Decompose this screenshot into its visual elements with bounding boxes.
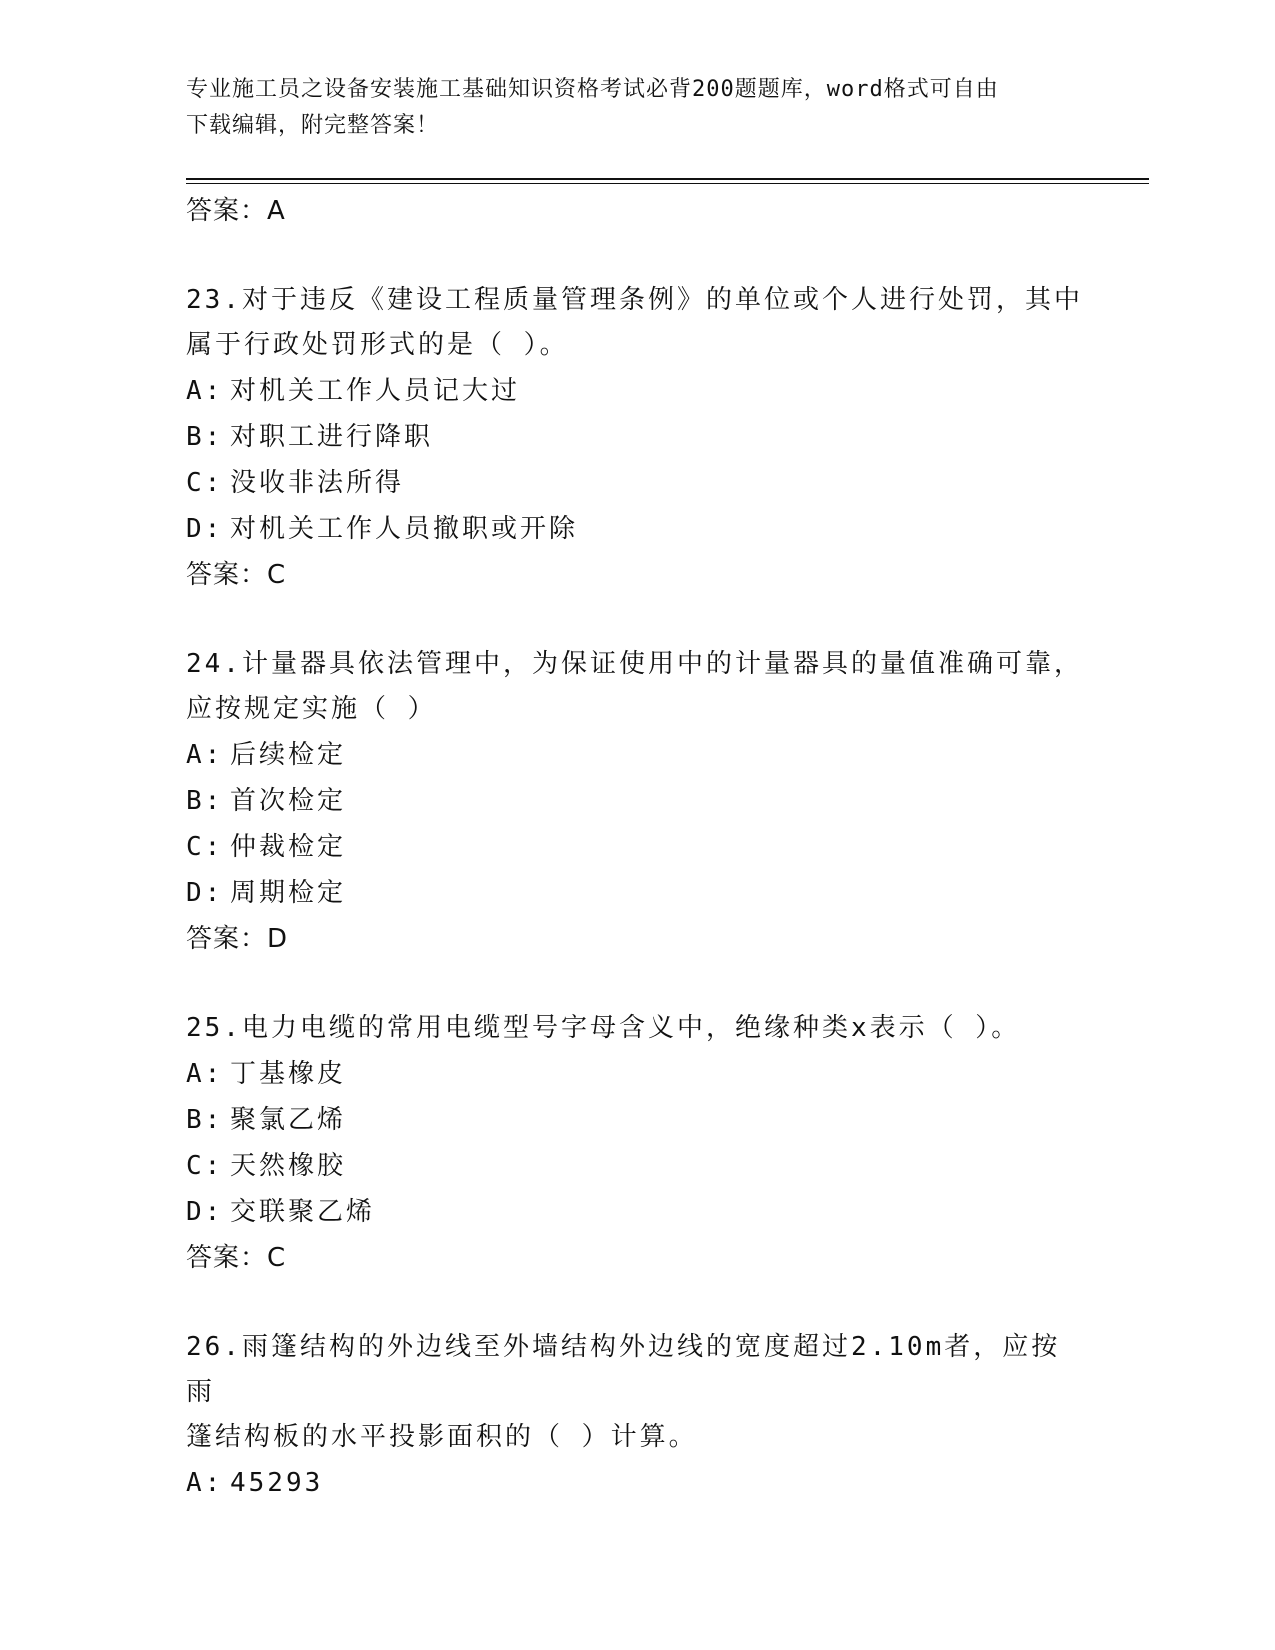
option-key: A:: [186, 1059, 224, 1089]
option-text: 聚氯乙烯: [230, 1105, 347, 1135]
option-key: D:: [186, 1197, 224, 1227]
question-stem-line-1: 23.对于违反《建设工程质量管理条例》的单位或个人进行处罚，其中: [186, 285, 1083, 315]
option-key: B:: [186, 786, 224, 816]
option-c: [186, 460, 1086, 506]
option-text: 天然橡胶: [230, 1151, 347, 1181]
answer: 答案：C: [186, 1243, 287, 1273]
option-text: 首次检定: [230, 786, 347, 816]
header-divider-thin: [186, 183, 1149, 184]
option-text: 对职工进行降职: [230, 422, 434, 452]
option-key: A:: [186, 376, 224, 406]
option-a: [186, 1051, 1086, 1097]
question-stem-line-1: 24.计量器具依法管理中，为保证使用中的计量器具的量值准确可靠，: [186, 649, 1083, 679]
question-26: [186, 1325, 1086, 1506]
option-key: A:: [186, 1468, 224, 1498]
question-stem: [186, 642, 1086, 732]
option-key: C:: [186, 832, 224, 862]
option-d: [186, 506, 1086, 552]
option-b: [186, 414, 1086, 460]
header-line-1: 专业施工员之设备安装施工基础知识资格考试必背200题题库，word格式可自由: [186, 77, 999, 102]
option-key: B:: [186, 1105, 224, 1135]
question-stem: [186, 1325, 1086, 1460]
question-24: [186, 642, 1086, 962]
option-text: 45293: [230, 1468, 324, 1498]
answer: 答案：D: [186, 924, 289, 954]
question-stem-line-2: 应按规定实施（ ）: [186, 694, 437, 724]
option-text: 对机关工作人员记大过: [230, 376, 521, 406]
option-d: [186, 870, 1086, 916]
question-23: [186, 278, 1086, 598]
option-b: [186, 1097, 1086, 1143]
previous-answer: 答案：A: [186, 196, 286, 226]
option-b: [186, 778, 1086, 824]
question-stem: [186, 1006, 1086, 1051]
option-c: [186, 1143, 1086, 1189]
option-text: 仲裁检定: [230, 832, 347, 862]
option-key: C:: [186, 1151, 224, 1181]
option-a: [186, 732, 1086, 778]
question-stem-line-2: 篷结构板的水平投影面积的（ ）计算。: [186, 1422, 698, 1452]
option-d: [186, 1189, 1086, 1235]
option-text: 对机关工作人员撤职或开除: [230, 514, 579, 544]
option-text: 交联聚乙烯: [230, 1197, 376, 1227]
question-stem-line-1: 25.电力电缆的常用电缆型号字母含义中，绝缘种类x表示（ ）。: [186, 1013, 1021, 1043]
header-line-2: 下载编辑，附完整答案！: [186, 113, 440, 138]
option-key: D:: [186, 878, 224, 908]
option-key: D:: [186, 514, 224, 544]
option-c: [186, 824, 1086, 870]
option-key: A:: [186, 740, 224, 770]
option-key: C:: [186, 468, 224, 498]
option-text: 后续检定: [230, 740, 347, 770]
option-key: B:: [186, 422, 224, 452]
option-text: 丁基橡皮: [230, 1059, 347, 1089]
question-stem: [186, 278, 1086, 368]
question-stem-line-1: 26.雨篷结构的外边线至外墙结构外边线的宽度超过2.10m者，应按雨: [186, 1332, 1061, 1407]
question-stem-line-2: 属于行政处罚形式的是（ ）。: [186, 330, 569, 360]
document-header: [186, 72, 1066, 144]
question-list: [186, 188, 1086, 1506]
option-text: 周期检定: [230, 878, 347, 908]
question-25: [186, 1006, 1086, 1281]
option-text: 没收非法所得: [230, 468, 405, 498]
option-a: [186, 368, 1086, 414]
option-a: [186, 1460, 1086, 1506]
header-divider-thick: [186, 178, 1149, 180]
answer: 答案：C: [186, 560, 287, 590]
